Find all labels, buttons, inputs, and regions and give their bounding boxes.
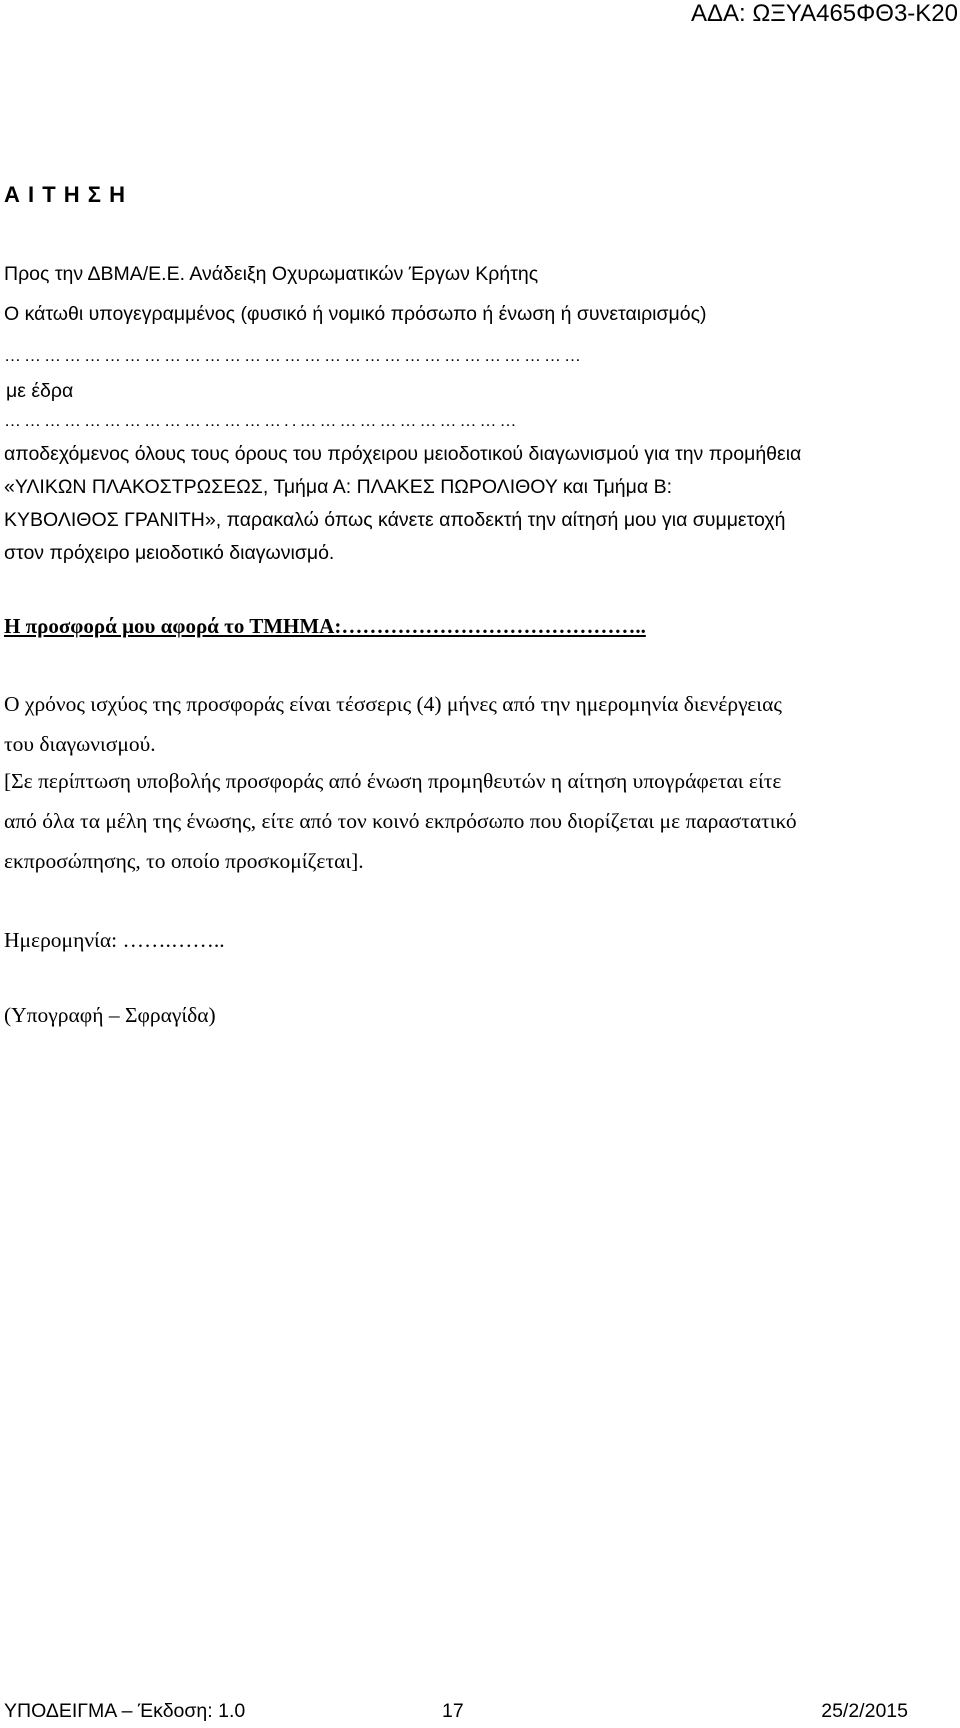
- validity-paragraph: [4, 684, 906, 764]
- date-line: Ημερομηνία: …….……..: [4, 928, 225, 952]
- ada-code: ΑΔΑ: ΩΞΥΑ465ΦΘ3-Κ20: [690, 0, 958, 27]
- offer-section-line: Η προσφορά μου αφορά το ΤΜΗΜΑ:……………………………………..: [4, 614, 646, 638]
- footer-date: 25/2/2015: [821, 1700, 908, 1722]
- acceptance-line: «ΥΛΙΚΩΝ ΠΛΑΚΟΣΤΡΩΣΕΩΣ, Τμήμα Α: ΠΛΑΚΕΣ ΠΩΡΟΛΙΘΟΥ και Τμήμα Β:: [4, 476, 672, 498]
- page-footer: [4, 1699, 908, 1723]
- acceptance-line: ΚΥΒΟΛΙΘΟΣ ΓΡΑΝΙΤΗ», παρακαλώ όπως κάνετε αποδεκτή την αίτησή μου για συμμετοχή: [4, 509, 786, 531]
- acceptance-paragraph: [4, 438, 906, 570]
- recipient-line: Προς την ΔΒΜΑ/Ε.Ε. Ανάδειξη Οχυρωματικών Έργων Κρήτης: [4, 263, 539, 285]
- document-title: Α Ι Τ Η Σ Η: [4, 182, 126, 207]
- joint-bid-line: εκπροσώπησης, το οποίο προσκομίζεται].: [4, 849, 364, 873]
- acceptance-line: στον πρόχειρο μειοδοτικό διαγωνισμό.: [4, 542, 335, 564]
- joint-bid-line: [Σε περίπτωση υποβολής προσφοράς από ένωση προμηθευτών η αίτηση υπογράφεται είτε: [4, 769, 782, 793]
- seat-fill-line: ……………………………………..……………………………: [4, 411, 520, 430]
- validity-line: Ο χρόνος ισχύος της προσφοράς είναι τέσσερις (4) μήνες από την ημερομηνία διενέργειας: [4, 692, 782, 716]
- seat-label: με έδρα: [6, 380, 74, 402]
- footer-template-version: ΥΠΟΔΕΙΓΜΑ – Έκδοση: 1.0: [4, 1700, 246, 1722]
- name-fill-line: ……………………………………………………………………………: [4, 346, 584, 365]
- acceptance-line: αποδεχόμενος όλους τους όρους του πρόχειρου μειοδοτικού διαγωνισμού για την προμήθεια: [4, 443, 802, 465]
- undersigned-line: Ο κάτωθι υπογεγραμμένος (φυσικό ή νομικό πρόσωπο ή ένωση ή συνεταιρισμός): [4, 303, 707, 325]
- joint-bid-paragraph: [4, 761, 906, 881]
- validity-line: του διαγωνισμού.: [4, 732, 156, 756]
- signature-line: (Υπογραφή – Σφραγίδα): [4, 1003, 216, 1027]
- joint-bid-line: από όλα τα μέλη της ένωσης, είτε από τον κοινό εκπρόσωπο που διορίζεται με παραστατικό: [4, 809, 797, 833]
- footer-page-number: 17: [442, 1700, 464, 1722]
